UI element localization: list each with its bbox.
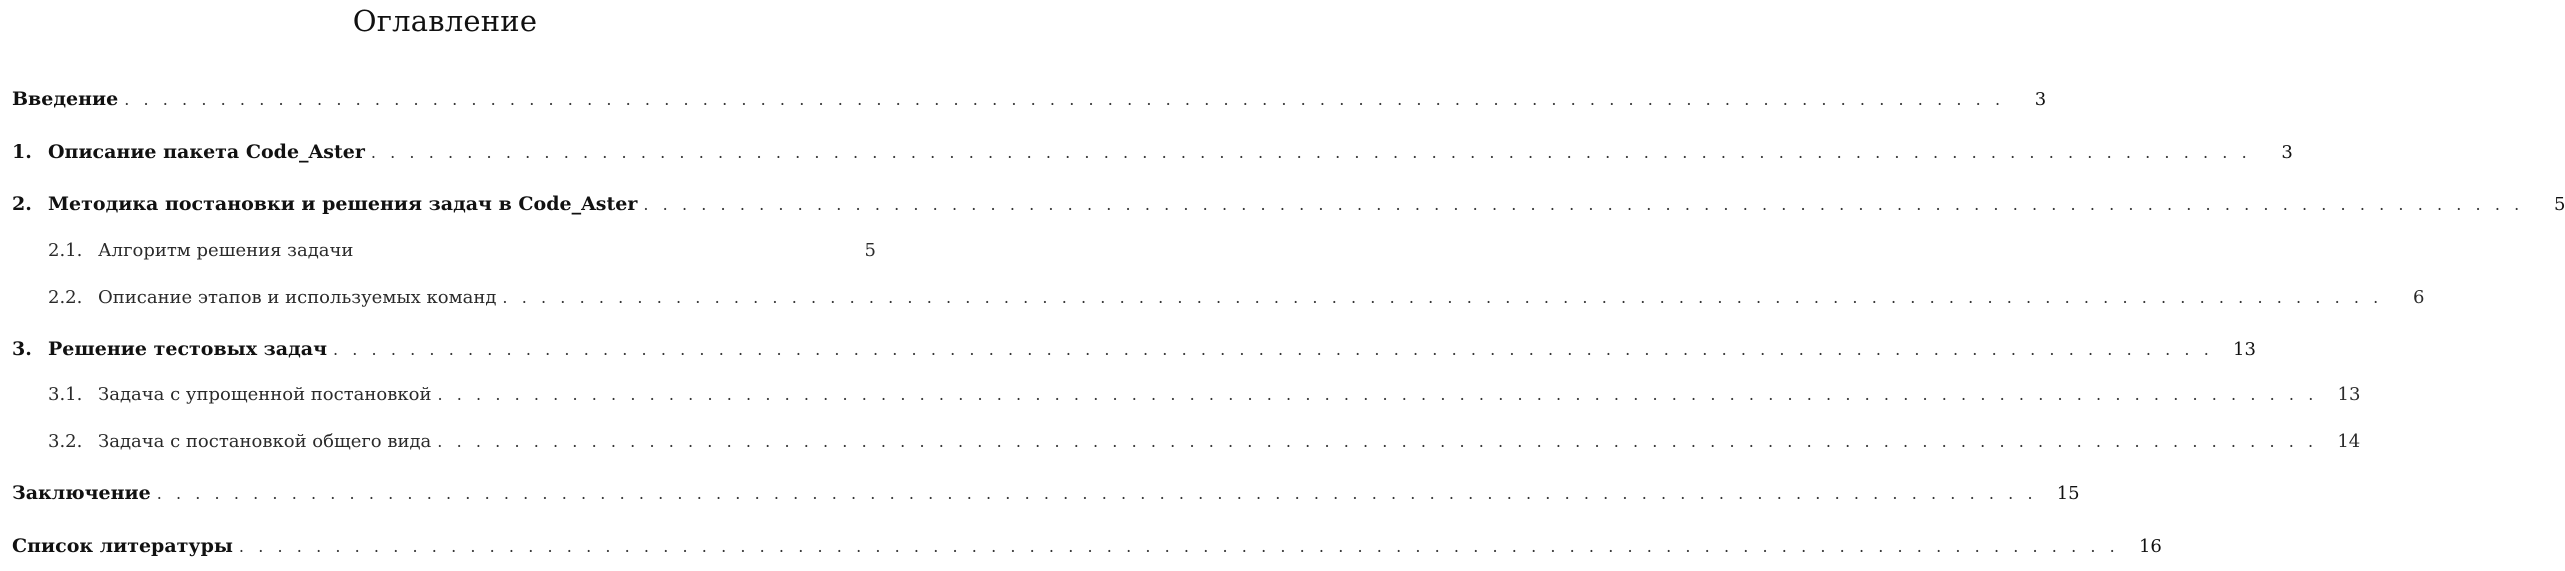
toc-entry-label: Задача с упрощенной постановкой (98, 384, 437, 405)
toc-entry-label: Заключение (12, 482, 157, 504)
toc-entry-number: 2. (12, 193, 32, 215)
toc-entry-label: Задача с постановкой общего вида (98, 431, 437, 452)
dot-leader (359, 241, 854, 260)
toc-entry-number: 2.1. (48, 240, 83, 261)
toc-entry-section-2[interactable] (12, 193, 2565, 223)
dot-leader: .................................................................................................. (502, 288, 2393, 307)
dot-leader: .................................................................................................. (437, 385, 2328, 404)
toc-entry-label: Введение (12, 88, 124, 110)
toc-entry-label: Описание этапов и используемых команд (98, 287, 502, 308)
toc-title: Оглавление (352, 4, 538, 38)
toc-entry-page: 15 (2056, 483, 2080, 504)
dot-leader: .................................................................................................. (332, 340, 2224, 359)
dot-leader: .................................................................................................. (238, 537, 2129, 556)
toc-entry-section-3-1[interactable] (12, 384, 2361, 414)
toc-entry-section-2-2[interactable] (12, 287, 2425, 317)
dot-leader: .................................................................................................. (437, 432, 2328, 451)
toc-entry-page: 3 (2281, 142, 2293, 163)
toc-entry-introduction[interactable] (12, 88, 2047, 118)
toc-entry-number: 2.2. (48, 287, 83, 308)
toc-entry-page: 13 (2233, 339, 2256, 360)
toc-entry-number: 1. (12, 141, 32, 163)
toc-entry-label: Алгоритм решения задачи (98, 240, 359, 261)
toc-entry-label: Методика постановки и решения задач в Code_Aster (48, 193, 643, 215)
toc-entry-conclusion[interactable] (12, 482, 2080, 512)
toc-entry-page: 14 (2337, 431, 2361, 452)
toc-entry-section-1[interactable] (12, 141, 2293, 171)
toc-entry-page: 3 (2034, 89, 2047, 110)
toc-entry-label: Описание пакета Code_Aster (48, 141, 371, 163)
toc-entry-references[interactable] (12, 535, 2162, 565)
toc-entry-page: 16 (2138, 536, 2162, 557)
dot-leader: .................................................................................................. (124, 90, 2015, 109)
toc-entry-number: 3.2. (48, 431, 83, 452)
toc-entry-label: Решение тестовых задач (48, 338, 333, 360)
toc-entry-label: Список литературы (12, 535, 239, 557)
toc-entry-number: 3.1. (48, 384, 83, 405)
dot-leader: .................................................................................................. (156, 484, 2047, 503)
toc-entry-number: 3. (12, 338, 32, 360)
dot-leader: .................................................................................................. (370, 143, 2261, 162)
toc-entry-section-3[interactable] (12, 338, 2256, 368)
toc-entry-page: 5 (864, 240, 876, 261)
toc-entry-section-2-1[interactable] (12, 240, 876, 270)
toc-entry-page: 6 (2413, 287, 2425, 308)
toc-entry-section-3-2[interactable] (12, 431, 2361, 461)
dot-leader: .................................................................................................. (643, 195, 2534, 214)
toc-entry-page: 13 (2337, 384, 2361, 405)
toc-entry-page: 5 (2553, 194, 2565, 215)
